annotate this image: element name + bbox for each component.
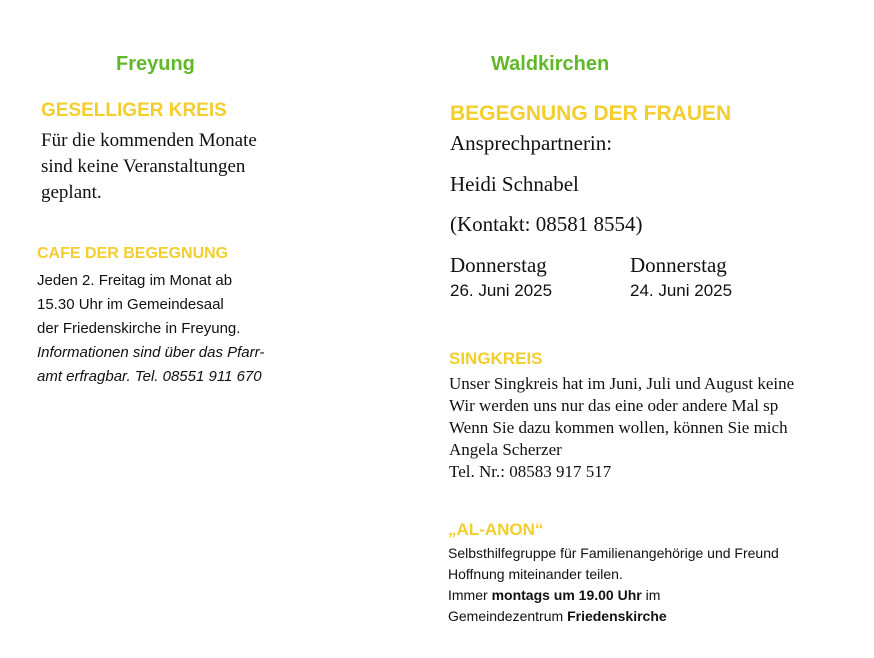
heading-singkreis: SINGKREIS (449, 349, 543, 368)
text-line: Hoffnung miteinander teilen. (448, 566, 623, 582)
location-freyung: Freyung (116, 53, 195, 75)
text-line: Für die kommenden Monate (41, 130, 257, 151)
text-line: Selbsthilfegruppe für Familienangehörige und Freund (448, 545, 779, 561)
text-line: Informationen sind über das Pfarr- (37, 344, 265, 361)
heading-geselliger-kreis: GESELLIGER KREIS (41, 100, 227, 121)
text-line: der Friedenskirche in Freyung. (37, 320, 241, 337)
text-line: amt erfragbar. Tel. 08551 911 670 (37, 368, 262, 385)
singkreis-text (449, 373, 846, 483)
contact-phone: (Kontakt: 08581 8554) (450, 212, 643, 236)
location-waldkirchen: Waldkirchen (491, 53, 610, 75)
text-segment: im (641, 587, 661, 603)
text-line: Wenn Sie dazu kommen wollen, können Sie mich (449, 418, 788, 437)
contact-name: Heidi Schnabel (450, 172, 579, 196)
al-anon-text (448, 543, 820, 627)
date-1-day: Donnerstag (450, 253, 547, 277)
text-line: 15.30 Uhr im Gemeindesaal (37, 296, 224, 313)
text-line: Wir werden uns nur das eine oder andere Mal sp (449, 396, 779, 415)
text-line (448, 585, 820, 606)
text-line: Angela Scherzer (449, 440, 562, 459)
text-line: Tel. Nr.: 08583 917 517 (449, 462, 612, 481)
date-2-day: Donnerstag (630, 253, 727, 277)
heading-cafe-der-begegnung: CAFE DER BEGEGNUNG (37, 245, 229, 262)
geselliger-kreis-text (41, 128, 257, 206)
text-line: Unser Singkreis hat im Juni, Juli und August keine (449, 374, 795, 393)
text-segment: Immer (448, 587, 492, 603)
text-segment: Gemeindezentrum (448, 608, 568, 624)
heading-al-anon: „AL-ANON“ (448, 520, 544, 539)
text-line: sind keine Veranstaltungen (41, 156, 246, 177)
date-2-date: 24. Juni 2025 (630, 281, 733, 300)
contact-label: Ansprechpartnerin: (450, 131, 613, 155)
meeting-place: Friedenskirche (567, 608, 667, 624)
text-line: Jeden 2. Freitag im Monat ab (37, 272, 233, 289)
cafe-text (37, 269, 264, 389)
heading-begegnung-der-frauen: BEGEGNUNG DER FRAUEN (450, 102, 732, 125)
text-line: geplant. (41, 182, 102, 203)
meeting-time: montags um 19.00 Uhr (491, 587, 642, 603)
date-1-date: 26. Juni 2025 (450, 281, 553, 300)
text-line (448, 606, 820, 627)
